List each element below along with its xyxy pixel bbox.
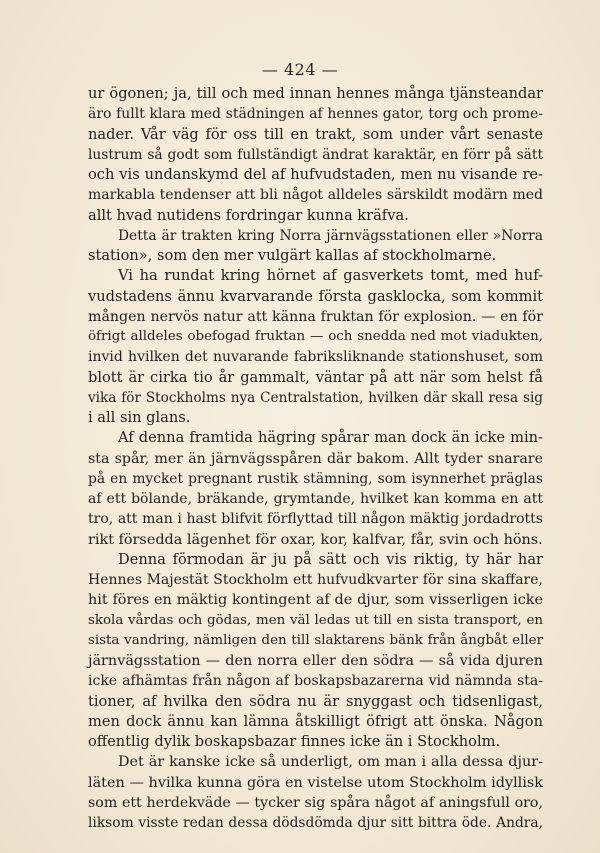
text-line: allt hvad nutidens fordringar kunna kräfva. — [88, 206, 409, 224]
text-line: skola vårdas och gödas, men väl ledas ut till en sista transport, en — [88, 612, 543, 628]
text-line: Af denna framtida hägring spårar man dock än icke min- — [118, 429, 543, 447]
text-line: offentlig dylik boskapsbazar finnes icke än i Stockholm. — [88, 733, 501, 750]
text-line: Denna förmodan är ju på sätt och vis riktig, ty här har — [118, 550, 543, 568]
text-line: tro, att man i hast blifvit förflyttad till någon mäktig jordadrotts — [88, 511, 543, 528]
text-line: vika för Stockholms nya Centralstation, hvilken där skall resa sig — [88, 389, 543, 406]
text-line: sista vandring, nämligen den till slaktarens bänk från ångbåt eller — [88, 632, 543, 648]
text-line: Hennes Majestät Stockholm ett hufvudkvarter för sina skaffare, — [88, 572, 543, 588]
text-line: Vi ha rundat kring hörnet af gasverkets tomt, med huf- — [118, 267, 543, 285]
text-line: invid hvilken det nuvarande fabriksliknande stationshuset, som — [88, 349, 543, 366]
body-text — [88, 84, 543, 833]
text-line: markabla tendenser att bli något alldeles särskildt modärn med — [88, 187, 543, 204]
text-line: tioner, af hvilka den södra nu är snyggast och tidsenligast, — [88, 692, 543, 710]
text-line: och vis undanskymd del af hufvudstaden, men nu visande re- — [88, 166, 543, 183]
text-line: af ett bölande, bräkande, grymtande, hvilket kan komma en att — [88, 491, 543, 507]
text-line: icke afhämtas från någon af boskapsbazarerna vid nämnda sta- — [88, 673, 543, 690]
text-line: läten — hvilka kunna göra en vistelse utom Stockholm idyllisk — [88, 774, 543, 791]
text-line: hit föres en mäktig kontingent af de djur, som visserligen icke — [88, 592, 543, 609]
text-line: äro fullt klara med städningen af hennes gator, torg och prome- — [88, 106, 543, 123]
text-line: på en mycket pregnant rustik stämning, som isynnerhet präglas — [88, 470, 543, 487]
text-line: station», som den mer vulgärt kallas af stockholmarne. — [88, 247, 497, 264]
text-line: öfrigt alldeles obefogad fruktan — och snedda ned mot viadukten, — [88, 329, 543, 344]
text-line: sta spår, mer än järnvägsspåren där bakom. Allt tyder snarare — [88, 450, 543, 467]
text-line: järnvägsstation — den norra eller den södra — så vida djuren — [88, 653, 543, 669]
text-line: mången nervös natur att känna fruktan för explosion. — en för — [88, 308, 543, 325]
text-line: liksom visste redan dessa dödsdömda djur sitt bittra öde. Andra, — [88, 815, 543, 831]
text-line: i all sin glans. — [88, 409, 191, 426]
text-line: vudstadens ännu kvarvarande första gasklocka, som kommit — [88, 287, 543, 305]
text-line: Det är kanske icke så underligt, om man i alla dessa djur- — [118, 754, 543, 771]
text-line: som ett herdekväde — tycker sig spåra något af aningsfull oro, — [88, 794, 543, 811]
text-line: rikt försedda lägenhet för oxar, kor, kalfvar, får, svin och höns. — [88, 531, 543, 548]
text-line: men dock ännu kan lämna åtskilligt öfrigt att önska. Någon — [88, 712, 543, 730]
text-line: ur ögonen; ja, till och med innan hennes många tjänsteandar — [88, 85, 543, 102]
text-line: lustrum så godt som fullständigt ändrat karaktär, en förr på sätt — [88, 146, 543, 163]
text-line: nader. Vår väg för oss till en trakt, som under vårt senaste — [88, 125, 543, 143]
page-number: — 424 — — [261, 60, 339, 79]
text-line: blott är cirka tio år gammalt, väntar på att när som helst få — [88, 368, 543, 386]
text-line: Detta är trakten kring Norra järnvägsstationen eller »Norra — [118, 227, 543, 244]
